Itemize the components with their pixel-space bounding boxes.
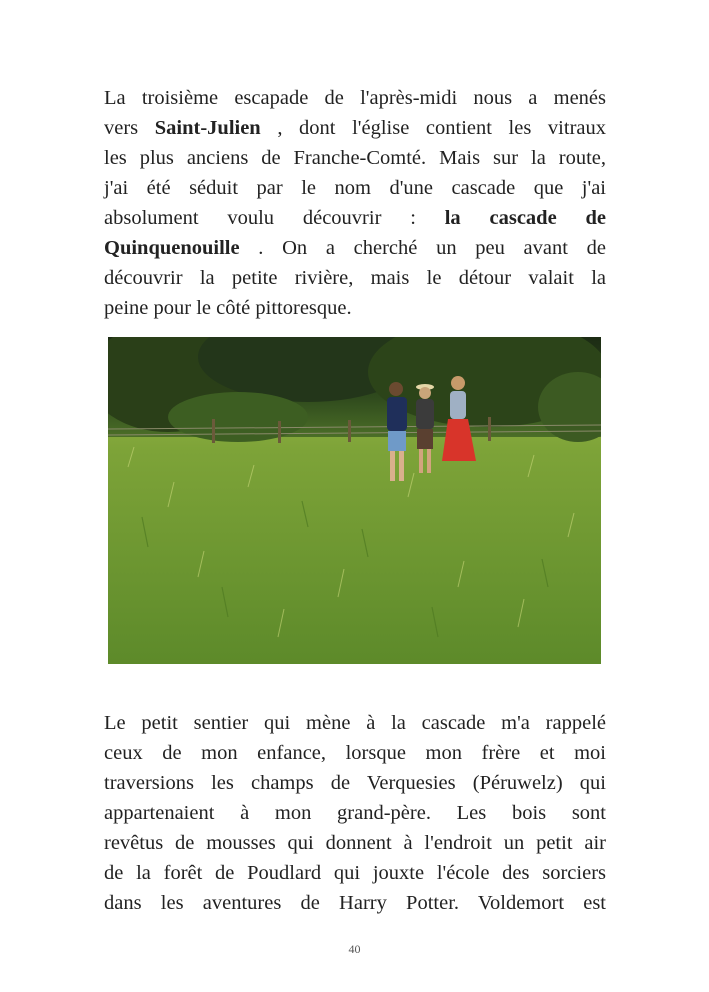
text-line: La troisième escapade de l'après-midi nous a menés xyxy=(104,87,606,109)
place-name-saint-julien: Saint-Julien xyxy=(154,117,261,139)
text-segment: , dont l'église contient les vitraux xyxy=(260,117,606,139)
text-line: découvrir la petite rivière, mais le détour valait la xyxy=(104,267,606,289)
text-line xyxy=(104,203,606,233)
text-segment: absolument voulu découvrir : xyxy=(104,207,445,229)
paragraph-saint-julien xyxy=(104,83,606,323)
text-line: ceux de mon enfance, lorsque mon frère et moi xyxy=(104,742,606,764)
text-line: dans les aventures de Harry Potter. Voldemort est xyxy=(104,892,606,914)
photo-field-walk xyxy=(108,337,601,664)
text-line: j'ai été séduit par le nom d'une cascade que j'ai xyxy=(104,177,606,199)
text-line: les plus anciens de Franche-Comté. Mais sur la route, xyxy=(104,147,606,169)
text-segment: vers xyxy=(104,117,155,139)
text-line: de la forêt de Poudlard qui jouxte l'école des sorciers xyxy=(104,862,606,884)
text-line xyxy=(104,233,606,263)
paragraph-childhood xyxy=(104,708,606,918)
text-line: peine pour le côté pittoresque. xyxy=(104,297,352,319)
text-line: Le petit sentier qui mène à la cascade m'a rappelé xyxy=(104,712,606,734)
cascade-name-part2: Quinquenouille xyxy=(104,237,240,259)
cascade-name-part1: la cascade de xyxy=(444,207,606,229)
text-line xyxy=(104,113,606,143)
text-line: revêtus de mousses qui donnent à l'endroit un petit air xyxy=(104,832,606,854)
text-segment: . On a cherché un peu avant de xyxy=(239,237,606,259)
page-number: 40 xyxy=(348,942,361,956)
text-line: traversions les champs de Verquesies (Péruwelz) qui xyxy=(104,772,606,794)
text-line: appartenaient à mon grand-père. Les bois sont xyxy=(104,802,606,824)
